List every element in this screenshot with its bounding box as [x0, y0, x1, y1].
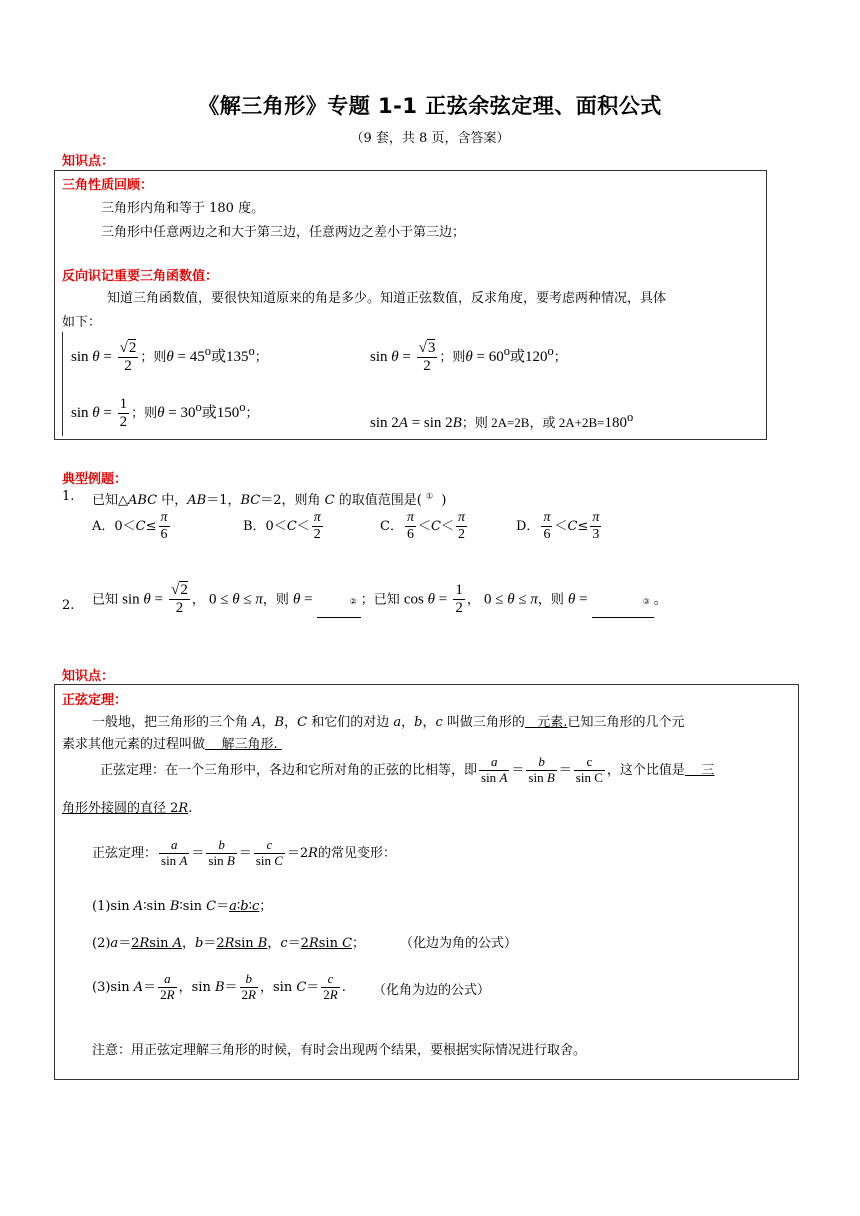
document-subtitle: （9 套，共 8 页，含答案） — [350, 131, 510, 146]
trig-para-line-2: 如下： — [62, 315, 102, 330]
variant-3: (3)sin A＝ $\frac{a}{2R}$ ，sin B＝ $\frac{b}{2R}$ ，sin C＝ $\frac{c}{2R}$ . — [92, 971, 346, 1002]
question-1-text: 已知△ABC 中，AB＝1，BC＝2，则角 C 的取值范围是( ① ) — [92, 491, 447, 508]
trig-formula-row1-right: sin θ = $\frac{√3}{2}$ ；则$\theta = 60^o$或120$^o$； — [370, 340, 567, 375]
sine-para-1-c: 素求其他元素的过程叫做 — [62, 737, 206, 752]
option-a: A．0＜C≤ $\frac{\pi}{6}$ — [92, 510, 168, 543]
option-d: D． $\frac{\pi}{6}$ ＜C≤ $\frac{\pi}{3}$ — [516, 510, 600, 543]
formula-rule — [62, 332, 63, 436]
property-line-1: 三角形内角和等于 180 度。 — [101, 201, 265, 216]
variants-intro-tail: 的常见变形： — [317, 845, 396, 861]
question-1-number: 1. — [62, 489, 75, 504]
variants-intro-label: 正弦定理： — [92, 845, 158, 861]
question-2-text: 已知 sin θ = $\frac{√2}{2}$ ， 0 ≤ θ ≤ π，则 θ = ② ；已知 cos θ = $\frac{1}{2}$ ， 0 ≤ θ ≤ π，则 θ = ③ 。 — [92, 582, 667, 617]
variant-2-note: （化边为角的公式） — [400, 936, 518, 951]
heading-triangle-properties: 三角性质回顾： — [62, 178, 154, 193]
blank-elements: 元素. — [537, 715, 568, 730]
trig-para-line-1: 知道三角函数值，要很快知道原来的角是多少。知道正弦数值，反求角度，要考虑两种情况，具体 — [107, 291, 667, 306]
sine-para-2-b: ，这个比值是 — [606, 762, 685, 778]
blank-solve-triangle: 解三角形. — [221, 737, 278, 752]
property-line-2: 三角形中任意两边之和大于第三边，任意两边之差小于第三边； — [101, 225, 466, 240]
section-label-knowledge: 知识点： — [62, 154, 115, 169]
blank-ratio-1: 三 — [701, 762, 715, 778]
sine-para-1-line-2 — [62, 733, 282, 752]
sine-para-1-tail: 已知三角形的几个元 — [567, 715, 685, 730]
section-label-examples: 典型例题： — [62, 472, 128, 487]
sine-theorem-note: 注意：用正弦定理解三角形的时候，有时会出现两个结果，要根据实际情况进行取舍。 — [92, 1043, 587, 1058]
variant-2: (2)a＝2Rsin A，b＝2Rsin B，c＝2Rsin C； — [92, 936, 366, 951]
trig-formula-row2-left: sin θ = $\frac{1}{2}$ ；则$\theta = 30^o$或150$^o$； — [71, 396, 259, 431]
section-label-knowledge-2: 知识点： — [62, 669, 115, 684]
heading-sine-theorem: 正弦定理： — [62, 693, 128, 708]
sine-para-2-line-1: 正弦定理：在一个三角形中，各边和它所对角的正弦的比相等，即 $\frac{a}{\text{sin A}}$ ＝ $\frac{b}{\text{sin B}}$ ＝ $\frac{c}{\text{sin C}}$ ，这个比值是 三 — [100, 754, 715, 785]
question-2-number: 2. — [62, 598, 75, 613]
trig-formula-row1-left: sin θ = $\frac{√2}{2}$ ；则$\theta = 45^o$或135$^o$； — [71, 340, 268, 375]
option-c: C． $\frac{\pi}{6}$ ＜C＜ $\frac{\pi}{2}$ — [380, 510, 465, 543]
sine-variants-intro: 正弦定理： $\frac{a}{\text{sin A}}$ ＝ $\frac{b}{\text{sin B}}$ ＝ $\frac{c}{\text{sin C}}$ ＝2R的常见变形： — [92, 837, 396, 868]
heading-trig-values: 反向识记重要三角函数值： — [62, 269, 219, 284]
variant-3-note: （化角为边的公式） — [373, 983, 491, 998]
trig-formula-row2-right: sin 2A = sin 2B；则 2A=2B，或 $2A+2B=180^o$ — [370, 410, 634, 431]
option-b: B．0＜C＜ $\frac{\pi}{2}$ — [243, 510, 321, 543]
document-title: 《解三角形》专题 1-1 正弦余弦定理、面积公式 — [198, 94, 662, 118]
variant-1: (1)sin A∶sin B∶sin C＝a∶b∶c； — [92, 899, 273, 914]
sine-para-1-line-1: 一般地，把三角形的三个角 A，B，C 和它们的对边 a，b，c 叫做三角形的 元素.已知三角形的几个元 — [92, 715, 685, 730]
sine-para-2-line-2: 角形外接圆的直径 2R. — [62, 801, 193, 816]
sine-para-2-a: 正弦定理：在一个三角形中，各边和它所对角的正弦的比相等，即 — [100, 762, 478, 778]
